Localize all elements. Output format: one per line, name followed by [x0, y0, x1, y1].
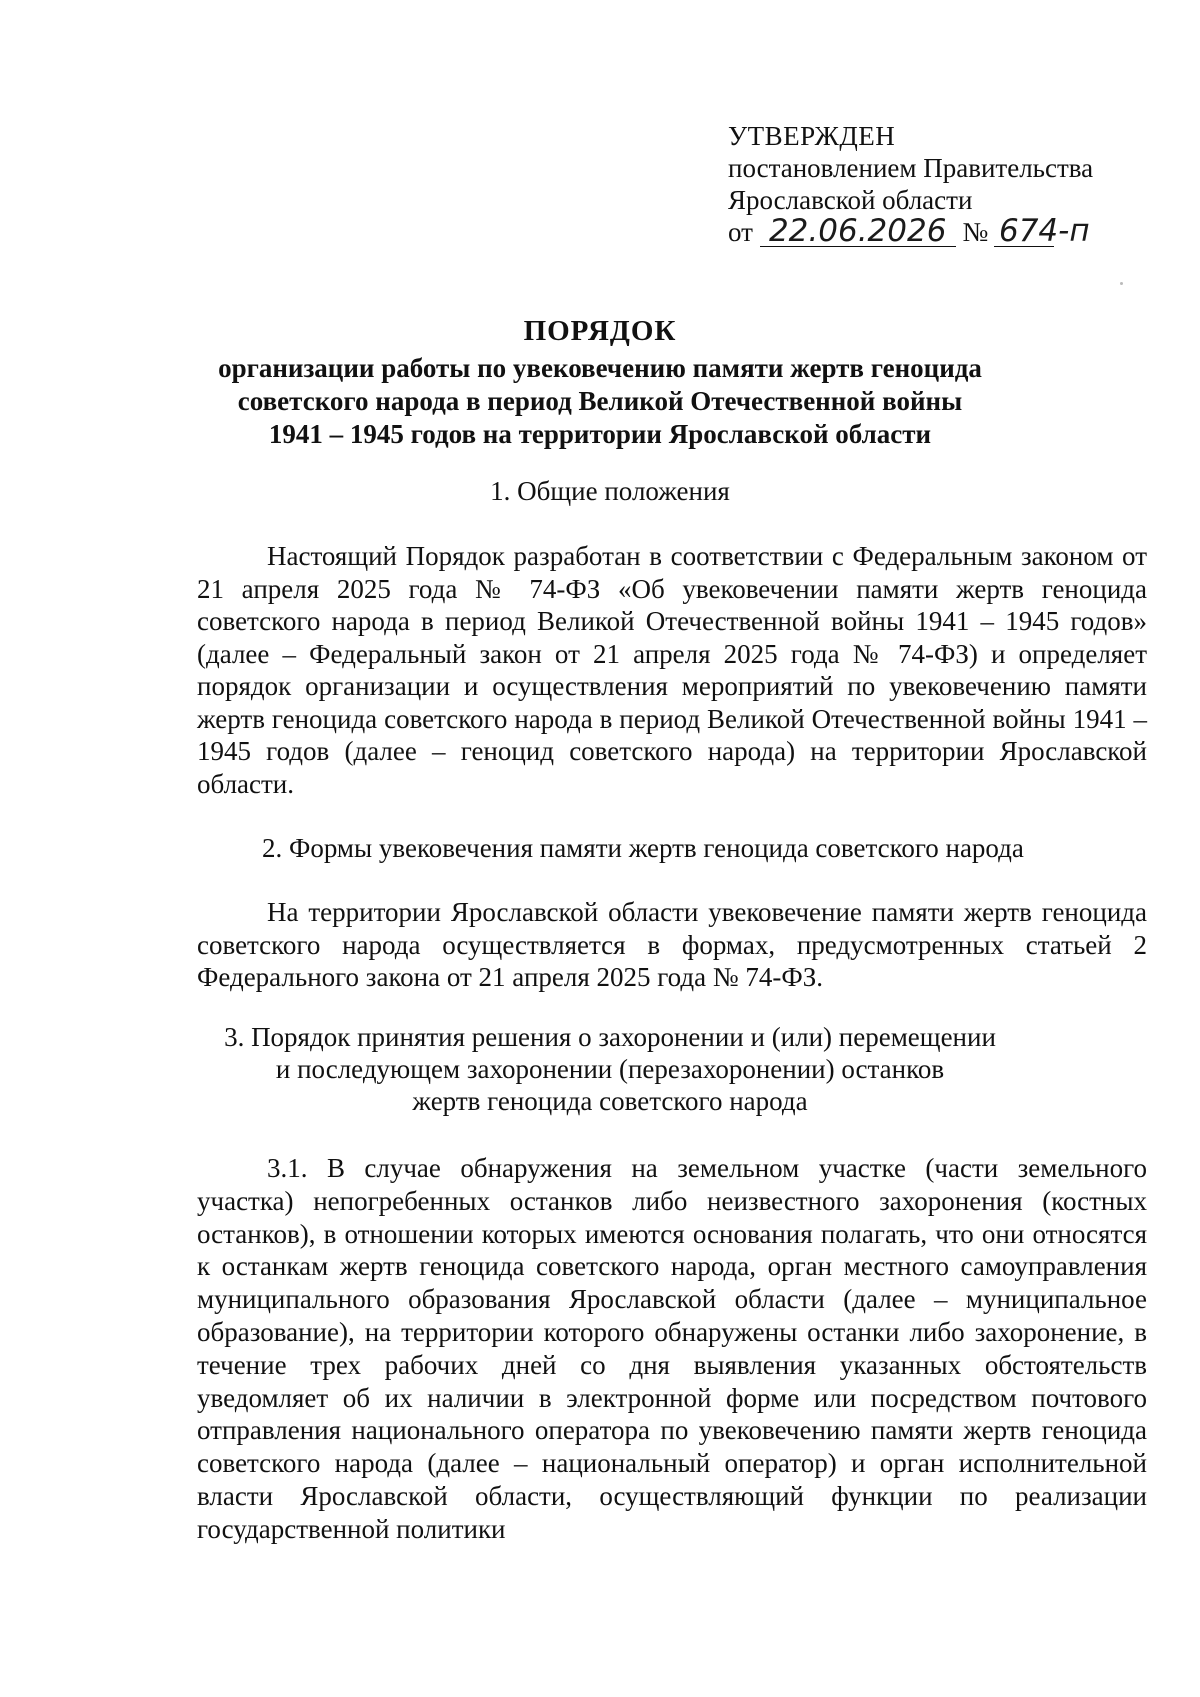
approval-line-region: Ярославской области: [728, 185, 973, 215]
section-3-heading: [160, 1021, 1060, 1117]
section-1-heading-text: 1. Общие положения: [490, 476, 730, 506]
handwritten-date: 22.06.2026: [760, 216, 956, 247]
title-main: ПОРЯДОК: [523, 315, 677, 347]
section-2-heading: [190, 832, 1150, 864]
section-1-heading: [160, 475, 1060, 507]
paragraph-3-1: 3.1. В случае обнаружения на земельном участке (части земельного участка) непогребенных останков либо неизвестного захоронения (костных останков), в отношении которых имеются основания полагать, что они относятся к останкам жертв геноцида советского народа, орган местного самоуправления муниципального образования Ярославской области (далее – муниципальное образование), на территории которого обнаружены останки либо захоронение, в течение трех рабочих дней со дня выявления указанных обстоятельств уведомляет об их наличии в электронной форме или посредством почтового отправления национального оператора по увековечению памяти жертв геноцида советского народа (далее – национальный оператор) и орган исполнительной власти Ярославской области, осуществляющий функции по реализации государственной политики: [197, 1153, 1147, 1544]
approval-heading: УТВЕРЖДЕН: [728, 121, 896, 151]
scan-speck: [1120, 282, 1123, 285]
approval-date-number-row: [728, 213, 1168, 249]
section-2-heading-text: 2. Формы увековечения памяти жертв геноцида советского народа: [262, 833, 1024, 863]
document-title: [150, 315, 1050, 451]
title-sub-line-3: 1941 – 1945 годов на территории Ярославской области: [268, 419, 932, 449]
approval-number-label: №: [962, 217, 989, 247]
approval-stamp-block: [728, 120, 1168, 248]
number-underline: [994, 246, 1054, 247]
section-1-paragraph: Настоящий Порядок разработан в соответствии с Федеральным законом от 21 апреля 2025 года № 74-ФЗ «Об увековечении памяти жертв геноцида советского народа в период Великой Отечественной войны 1941 – 1945 годов» (далее – Федеральный закон от 21 апреля 2025 года № 74-ФЗ) и определяет порядок организации и осуществления мероприятий по увековечению памяти жертв геноцида советского народа в период Великой Отечественной войны 1941 – 1945 годов (далее – геноцид советского народа) на территории Ярославской области.: [197, 541, 1147, 799]
approval-from-label: от: [728, 217, 753, 247]
handwritten-number: 674-п: [998, 213, 1090, 249]
title-sub-line-2: советского народа в период Великой Отечественной войны: [237, 386, 963, 416]
section-3-heading-line-1: 3. Порядок принятия решения о захоронении и (или) перемещении: [224, 1022, 996, 1052]
section-3-heading-line-2: и последующем захоронении (перезахоронении) останков: [275, 1054, 945, 1084]
section-2-paragraph: На территории Ярославской области увековечение памяти жертв геноцида советского народа осуществляется в формах, предусмотренных статьей 2 Федерального закона от 21 апреля 2025 года № 74-ФЗ.: [197, 897, 1147, 992]
title-sub-line-1: организации работы по увековечению памяти жертв геноцида: [218, 353, 982, 383]
approval-line-resolution: постановлением Правительства: [728, 153, 1094, 183]
section-3-heading-line-3: жертв геноцида советского народа: [412, 1086, 808, 1116]
